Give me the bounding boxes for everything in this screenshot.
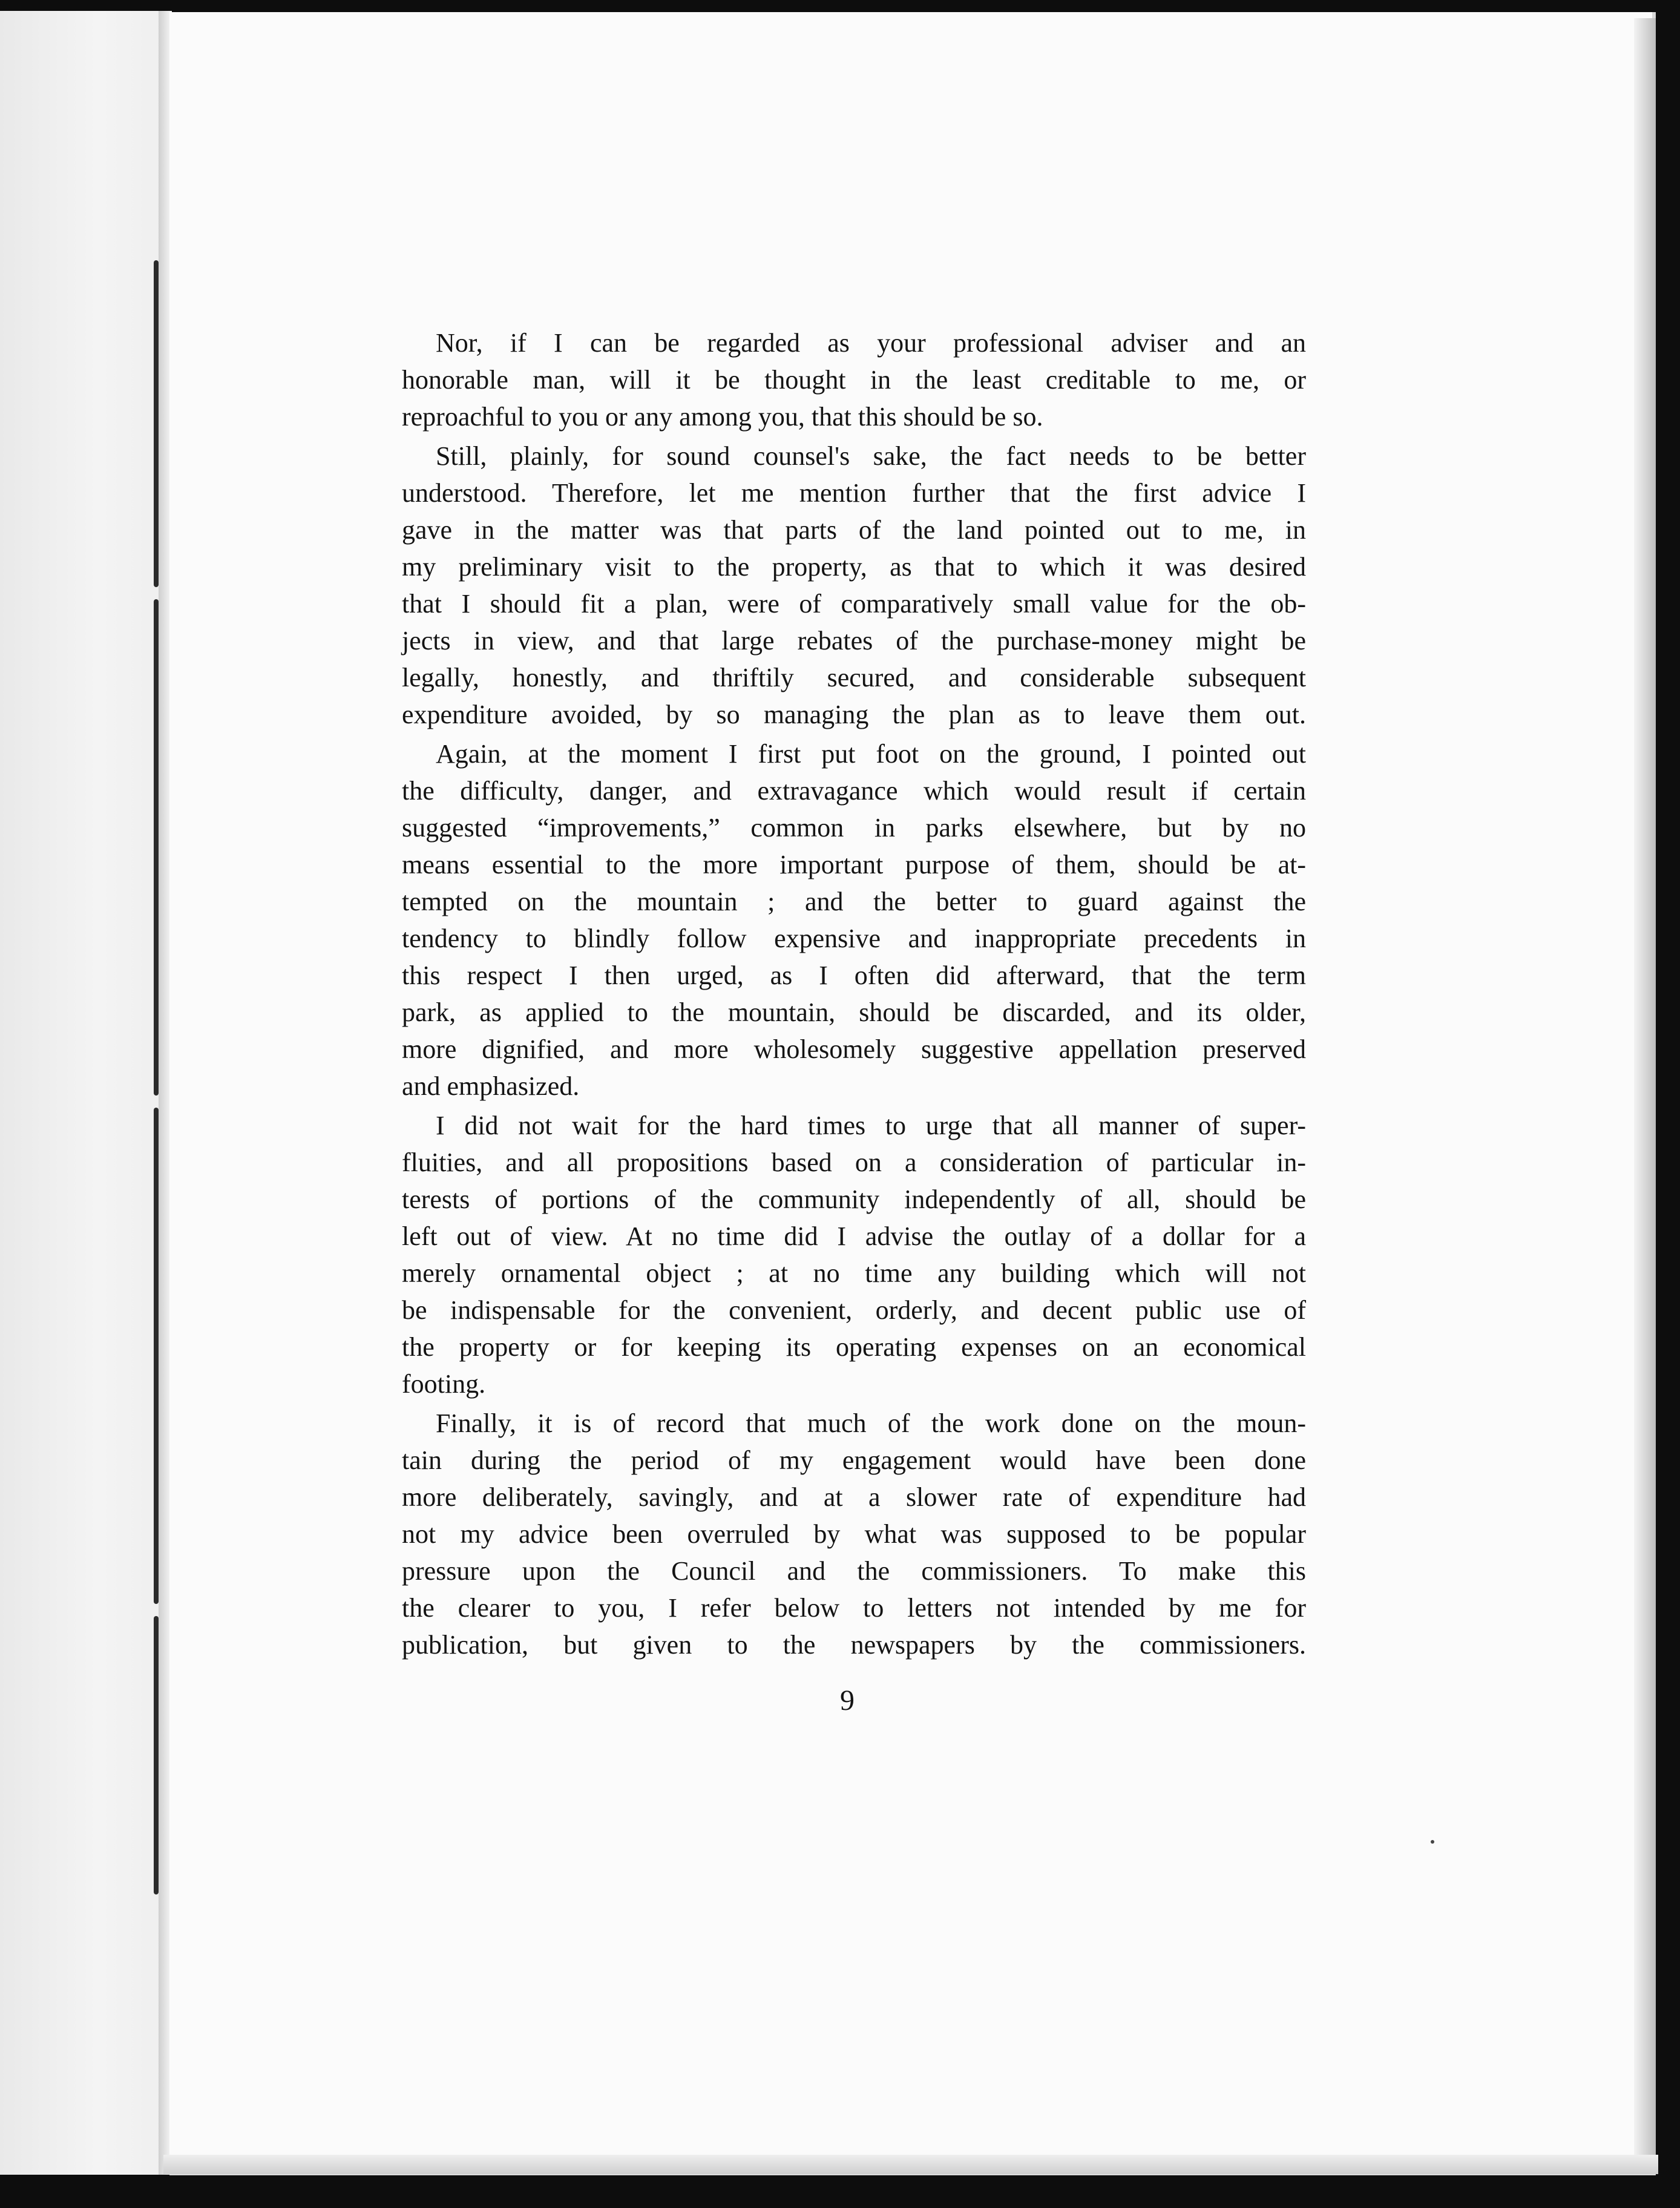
body-text: [402, 324, 1306, 1666]
text-line: legally, honestly, and thriftily secured, and considerable subsequent: [402, 663, 1306, 692]
text-line: reproachful to you or any among you, that this should be so.: [402, 402, 1043, 432]
binding-stitch: [154, 1108, 159, 1604]
text-line: be indispensable for the convenient, orderly, and decent public use of: [402, 1295, 1306, 1325]
binding-stitch: [154, 260, 159, 587]
text-line: merely ornamental object ; at no time any building which will not: [402, 1258, 1306, 1288]
paragraph: [402, 1405, 1306, 1663]
text-line: that I should fit a plan, were of comparatively small value for the ob-: [402, 589, 1306, 619]
text-line: expenditure avoided, by so managing the plan as to leave them out.: [402, 700, 1306, 729]
text-line: my preliminary visit to the property, as that to which it was desired: [402, 552, 1306, 582]
paragraph: [402, 1107, 1306, 1402]
text-line: pressure upon the Council and the commissioners. To make this: [402, 1556, 1306, 1586]
paragraph: [402, 324, 1306, 435]
text-line: the difficulty, danger, and extravagance which would result if certain: [402, 776, 1306, 806]
binding-stitch: [154, 1616, 159, 1894]
text-line: tain during the period of my engagement would have been done: [402, 1445, 1306, 1475]
text-line: footing.: [402, 1369, 486, 1399]
paragraph: [402, 438, 1306, 733]
text-line: more deliberately, savingly, and at a slower rate of expenditure had: [402, 1482, 1306, 1512]
page-number: 9: [840, 1684, 855, 1717]
text-line: Still, plainly, for sound counsel's sake, the fact needs to be better: [436, 441, 1306, 471]
text-line: gave in the matter was that parts of the land pointed out to me, in: [402, 515, 1306, 545]
text-line: terests of portions of the community independently of all, should be: [402, 1184, 1306, 1214]
text-line: suggested “improvements,” common in parks elsewhere, but by no: [402, 813, 1306, 843]
text-line: fluities, and all propositions based on a consideration of particular in-: [402, 1148, 1306, 1177]
text-line: Nor, if I can be regarded as your professional adviser and an: [436, 328, 1306, 358]
text-line: the clearer to you, I refer below to letters not intended by me for: [402, 1593, 1306, 1623]
text-line: not my advice been overruled by what was supposed to be popular: [402, 1519, 1306, 1549]
text-line: Finally, it is of record that much of the work done on the moun-: [436, 1408, 1306, 1438]
text-line: this respect I then urged, as I often did afterward, that the term: [402, 961, 1306, 990]
text-line: publication, but given to the newspapers by the commissioners.: [402, 1630, 1306, 1660]
text-line: and emphasized.: [402, 1071, 580, 1101]
text-line: tendency to blindly follow expensive and inappropriate precedents in: [402, 924, 1306, 953]
text-line: the property or for keeping its operating expenses on an economical: [402, 1332, 1306, 1362]
binding-stitch: [154, 599, 159, 1096]
text-line: park, as applied to the mountain, should be discarded, and its older,: [402, 997, 1306, 1027]
text-line: jects in view, and that large rebates of the purchase-money might be: [402, 626, 1306, 656]
scan-speck: [1431, 1840, 1434, 1844]
text-line: honorable man, will it be thought in the least creditable to me, or: [402, 365, 1306, 395]
facing-page-edge: [0, 11, 163, 2175]
text-line: more dignified, and more wholesomely suggestive appellation preserved: [402, 1034, 1306, 1064]
text-line: tempted on the mountain ; and the better to guard against the: [402, 887, 1306, 916]
page-bottom-edge: [163, 2155, 1658, 2174]
text-line: I did not wait for the hard times to urge that all manner of super-: [436, 1111, 1306, 1140]
text-line: understood. Therefore, let me mention further that the first advice I: [402, 478, 1306, 508]
text-line: left out of view. At no time did I advise the outlay of a dollar for a: [402, 1221, 1306, 1251]
page-right-edge: [1634, 18, 1656, 2170]
text-line: means essential to the more important purpose of them, should be at-: [402, 850, 1306, 879]
paragraph: [402, 735, 1306, 1105]
text-line: Again, at the moment I first put foot on the ground, I pointed out: [436, 739, 1306, 769]
